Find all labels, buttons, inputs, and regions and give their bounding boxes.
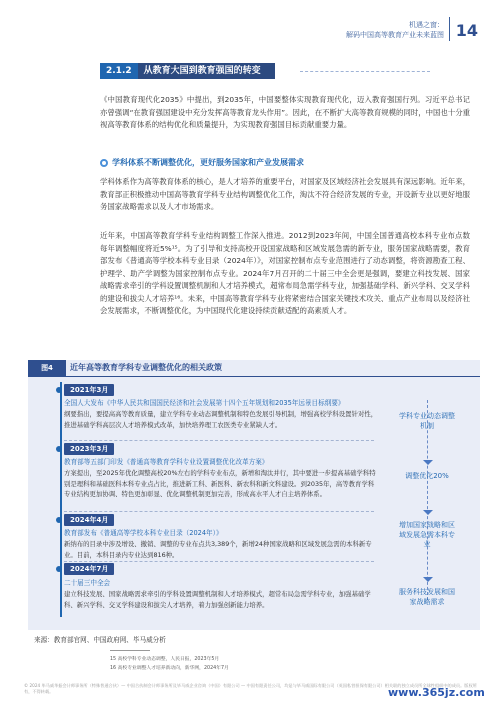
side-label: 学科专业动态调整机制 — [399, 412, 455, 430]
figure-source: 来源：教育部官网、中国政府网、毕马威分析 — [34, 636, 166, 644]
figure-title: 近年高等教育学科专业调整优化的相关政策 — [70, 363, 222, 372]
subheading — [100, 157, 304, 168]
event-heading: 教育部等五部门印发《普通高等教育学科专业设置调整优化改革方案》 — [64, 458, 269, 466]
timeline-line — [60, 382, 62, 617]
figure-rule — [28, 376, 480, 377]
event-body: 新纳布的目录中涉及增设、撤销、调整的专业布点共3,389个，新增24种国家战略和区域发展急需的本科新专业。目前，本科目录内专业达到816种。 — [64, 540, 372, 559]
page-footer: © 2024 毕马威华振会计师事务所（特殊普通合伙）— 中国合伙制会计师事务所及毕马威企业咨询（中国）有限公司 — 中国有限责任公司，均是与毕马威国际有限公司（英国私营担保有限公司）相关联的独立成员所全球性组织中的成员。版权所有，不得转载。 — [24, 683, 477, 694]
side-label: 增加国家战略和区域发展急需本科专业 — [399, 521, 455, 548]
target-icon — [100, 159, 108, 167]
paragraph-3: 近年来，中国高等教育学科专业结构调整工作深入推进。2012到2023年间，中国全国普通高校本科专业布点数每年调整幅度将近5%¹⁵。为了引导和支持高校开设国家战略和区域发展急需的新专业，服务国家战略需要，教育部发布《普通高等学校本科专业目录（2024年）》，对国家控制布点专业范围进行了动态调整，将资源勘查工程、护理学、助产学调整为国家控制布点专业。2024年7月召开的二十届三中全会更是强调，要建立科技发展、国家战略需求牵引的学科设置调整机制和人才培养模式，超常布局急需学科专业，加强基础学科、新兴学科、交叉学科的建设和拔尖人才培养¹⁶。未来，中国高等教育学科专业将紧密结合国家关键技术攻关、重点产业布局以及经济社会发展需求，不断调整优化，为中国现代化建设持续贡献适配的高素质人才。 — [100, 231, 470, 315]
figure-tag: 图4 — [28, 360, 66, 376]
section-title: 从教育大国到教育强国的转变 — [138, 63, 275, 79]
header-line2: 解码中国高等教育产业未来蓝图 — [346, 31, 444, 39]
event-body: 方案提出，至2025年优化调整高校20%左右的学科专业布点，新增和淘汰并行，其中要进一步提高基础学科特别是理科和基础医科本科专业点占比，推进新工科、新医科、新农科和新文科建设。到2035年，高等教育学科专业结构更加协调、特色更加彰显、优化调整机制更加完善，形成高水平人才自主培养体系。 — [64, 469, 376, 498]
down-arrow-icon — [423, 577, 433, 582]
footnote: 16 高校专业调整人才培养新动向，新华网，2024年7月 — [110, 666, 229, 671]
side-label: 调整优化20% — [405, 472, 449, 480]
page-number: 14 — [455, 21, 478, 40]
header-divider — [449, 17, 450, 41]
section-rule — [300, 71, 430, 72]
footnote-rule — [110, 650, 150, 651]
event-body: 建立科技发展、国家战略需求牵引的学科设置调整机制和人才培养模式，超常布局急需学科专业，加强基础学科、新兴学科、交叉学科建设和拔尖人才培养，着力加强创新能力培养。 — [64, 590, 371, 609]
event-body: 纲要指出，要提高高等教育质量，建立学科专业动态调整机制和特色发展引导机制，增强高校学科设置针对性，推进基础学科高层次人才培养模式改革，加快培养理工农医类专业紧缺人才。 — [64, 410, 378, 429]
side-label: 服务科技发展和国家战略需求 — [399, 588, 455, 606]
timeline-year: 2024年7月 — [64, 563, 114, 575]
down-arrow-icon — [423, 510, 433, 515]
paragraph-1: 《中国教育现代化2035》中提出，到2035年，中国要整体实现教育现代化，迈入教育强国行列。习近平总书记亦曾强调“在教育强国建设中充分发挥高等教育龙头作用”。因此，在不断扩大高等教育规模的同时，中国也十分重视高等教育体系的结构优化和质量提升，为实现教育强国目标贡献重要力量。 — [100, 95, 470, 129]
running-header — [346, 20, 444, 40]
header-line1: 机遇之窗： — [409, 21, 444, 29]
section-number: 2.1.2 — [100, 63, 138, 79]
event-heading: 教育部发布《普通高等学校本科专业目录（2024年）》 — [64, 529, 223, 537]
timeline-year: 2021年3月 — [64, 384, 114, 396]
section-heading — [100, 63, 275, 79]
paragraph-2: 学科体系作为高等教育体系的核心，是人才培养的重要平台，对国家及区域经济社会发展具有深远影响。近年来，教育部正积极推动中国高等教育学科专业结构调整优化工作，淘汰不符合经济发展的专业，开设新专业以更好地服务国家战略需求以及人才市场需求。 — [100, 177, 470, 211]
event-divider — [64, 561, 374, 562]
event-divider — [64, 440, 374, 441]
event-heading: 二十届三中全会 — [64, 579, 111, 587]
down-arrow-icon — [423, 460, 433, 465]
timeline-year: 2024年4月 — [64, 514, 114, 526]
subheading-text: 学科体系不断调整优化，更好服务国家和产业发展需求 — [112, 158, 304, 167]
event-heading: 全国人大发布《中华人民共和国国民经济和社会发展第十四个五年规划和2035年远景目标纲要》 — [64, 399, 345, 407]
watermark: www.365jz.com — [388, 686, 485, 699]
footnote: 15 高校学科专业动态调整，人民日报，2023年5月 — [110, 657, 220, 662]
timeline-year: 2023年3月 — [64, 443, 114, 455]
event-divider — [64, 511, 374, 512]
